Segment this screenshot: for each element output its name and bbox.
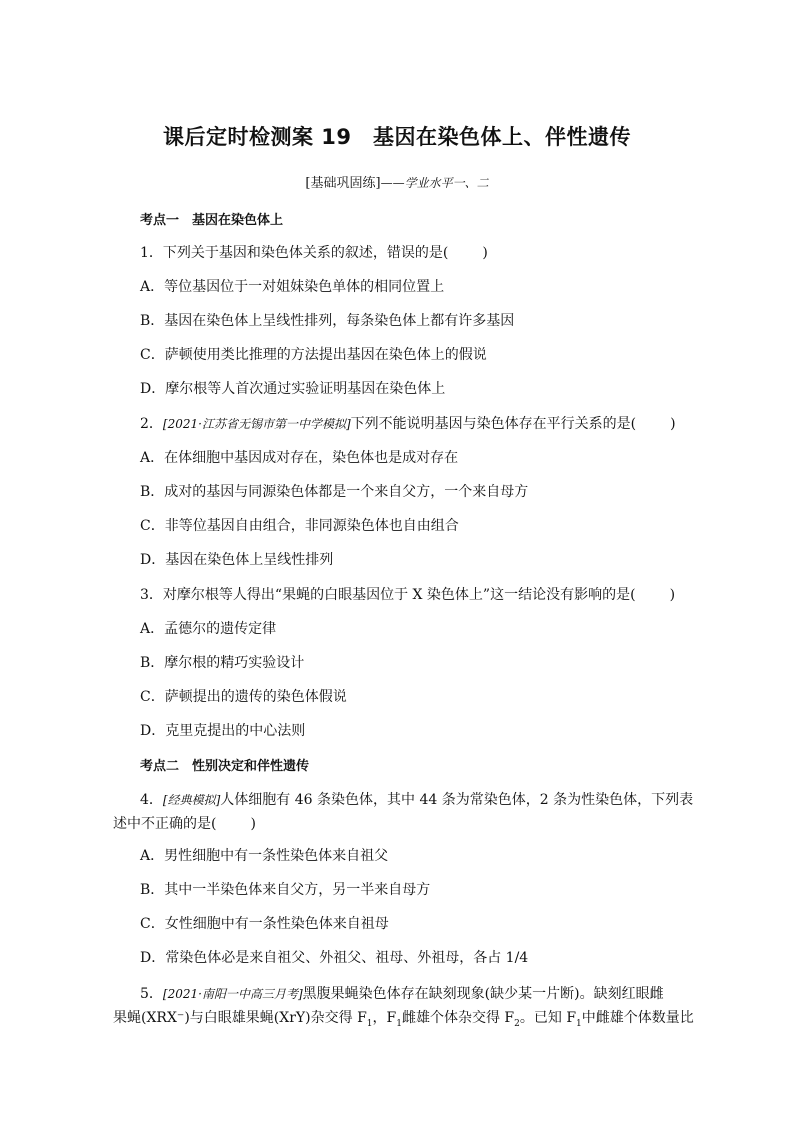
- question-3-option-c: C．萨顿提出的遗传的染色体假说: [140, 689, 347, 705]
- subtitle-tag: ——学业水平一、二: [380, 176, 489, 190]
- question-5-source: [2021·南阳一中高三月考]: [162, 987, 303, 1001]
- question-2-stem: 2．[2021·江苏省无锡市第一中学模拟]下列不能说明基因与染色体存在平行关系的是( ): [140, 416, 676, 432]
- question-4-source: [经典模拟]: [162, 793, 221, 807]
- subtitle-bracket: [基础巩固练]: [305, 176, 381, 191]
- question-3-option-a: A．孟德尔的遗传定律: [140, 621, 277, 637]
- question-4-stem-cont: 述中不正确的是( ): [113, 816, 256, 832]
- question-4-option-b: B．其中一半染色体来自父方，另一半来自母方: [140, 882, 431, 898]
- question-5-stem: 5．[2021·南阳一中高三月考]黑腹果蝇染色体存在缺刻现象(缺少某一片断)。缺刻红眼雌: [140, 986, 664, 1002]
- question-2-option-d: D．基因在染色体上呈线性排列: [140, 552, 334, 568]
- question-3-stem: 3．对摩尔根等人得出“果蝇的白眼基因位于 X 染色体上”这一结论没有影响的是( ): [140, 587, 676, 603]
- question-4-stem: 4．[经典模拟]人体细胞有 46 条染色体，其中 44 条为常染色体，2 条为性染色体，下列表: [140, 792, 694, 808]
- question-1-option-d: D．摩尔根等人首次通过实验证明基因在染色体上: [140, 381, 446, 397]
- question-5-stem-cont: 果蝇(XRX⁻)与白眼雄果蝇(XrY)杂交得 $F_1$，$F_1$雌雄个体杂交得 $F_2$。已知 $F_1$中雌雄个体数量比: [113, 1010, 694, 1029]
- question-2-option-b: B．成对的基因与同源染色体都是一个来自父方，一个来自母方: [140, 484, 529, 500]
- question-4-option-d: D．常染色体必是来自祖父、外祖父、祖母、外祖母，各占 1/4: [140, 950, 529, 966]
- section-heading: 考点二 性别决定和伴性遗传: [140, 759, 310, 774]
- question-3-option-b: B．摩尔根的精巧实验设计: [140, 655, 305, 671]
- question-4-option-a: A．男性细胞中有一条性染色体来自祖父: [140, 848, 389, 864]
- page-title: 课后定时检测案 19 基因在染色体上、伴性遗传: [162, 125, 632, 149]
- question-2-option-c: C．非等位基因自由组合，非同源染色体也自由组合: [140, 518, 459, 534]
- question-1-option-c: C．萨顿使用类比推理的方法提出基因在染色体上的假说: [140, 347, 487, 363]
- page-subtitle: [0, 172, 794, 191]
- question-1-option-a: A．等位基因位于一对姐妹染色单体的相同位置上: [140, 279, 445, 295]
- question-2-option-a: A．在体细胞中基因成对存在，染色体也是成对存在: [140, 450, 459, 466]
- question-4-option-c: C．女性细胞中有一条性染色体来自祖母: [140, 916, 389, 932]
- question-1-option-b: B．基因在染色体上呈线性排列，每条染色体上都有许多基因: [140, 313, 515, 329]
- section-heading: 考点一 基因在染色体上: [140, 213, 284, 228]
- question-1-stem: 1．下列关于基因和染色体关系的叙述，错误的是( ): [140, 245, 488, 261]
- question-3-option-d: D．克里克提出的中心法则: [140, 723, 306, 739]
- question-2-source: [2021·江苏省无锡市第一中学模拟]: [162, 417, 351, 431]
